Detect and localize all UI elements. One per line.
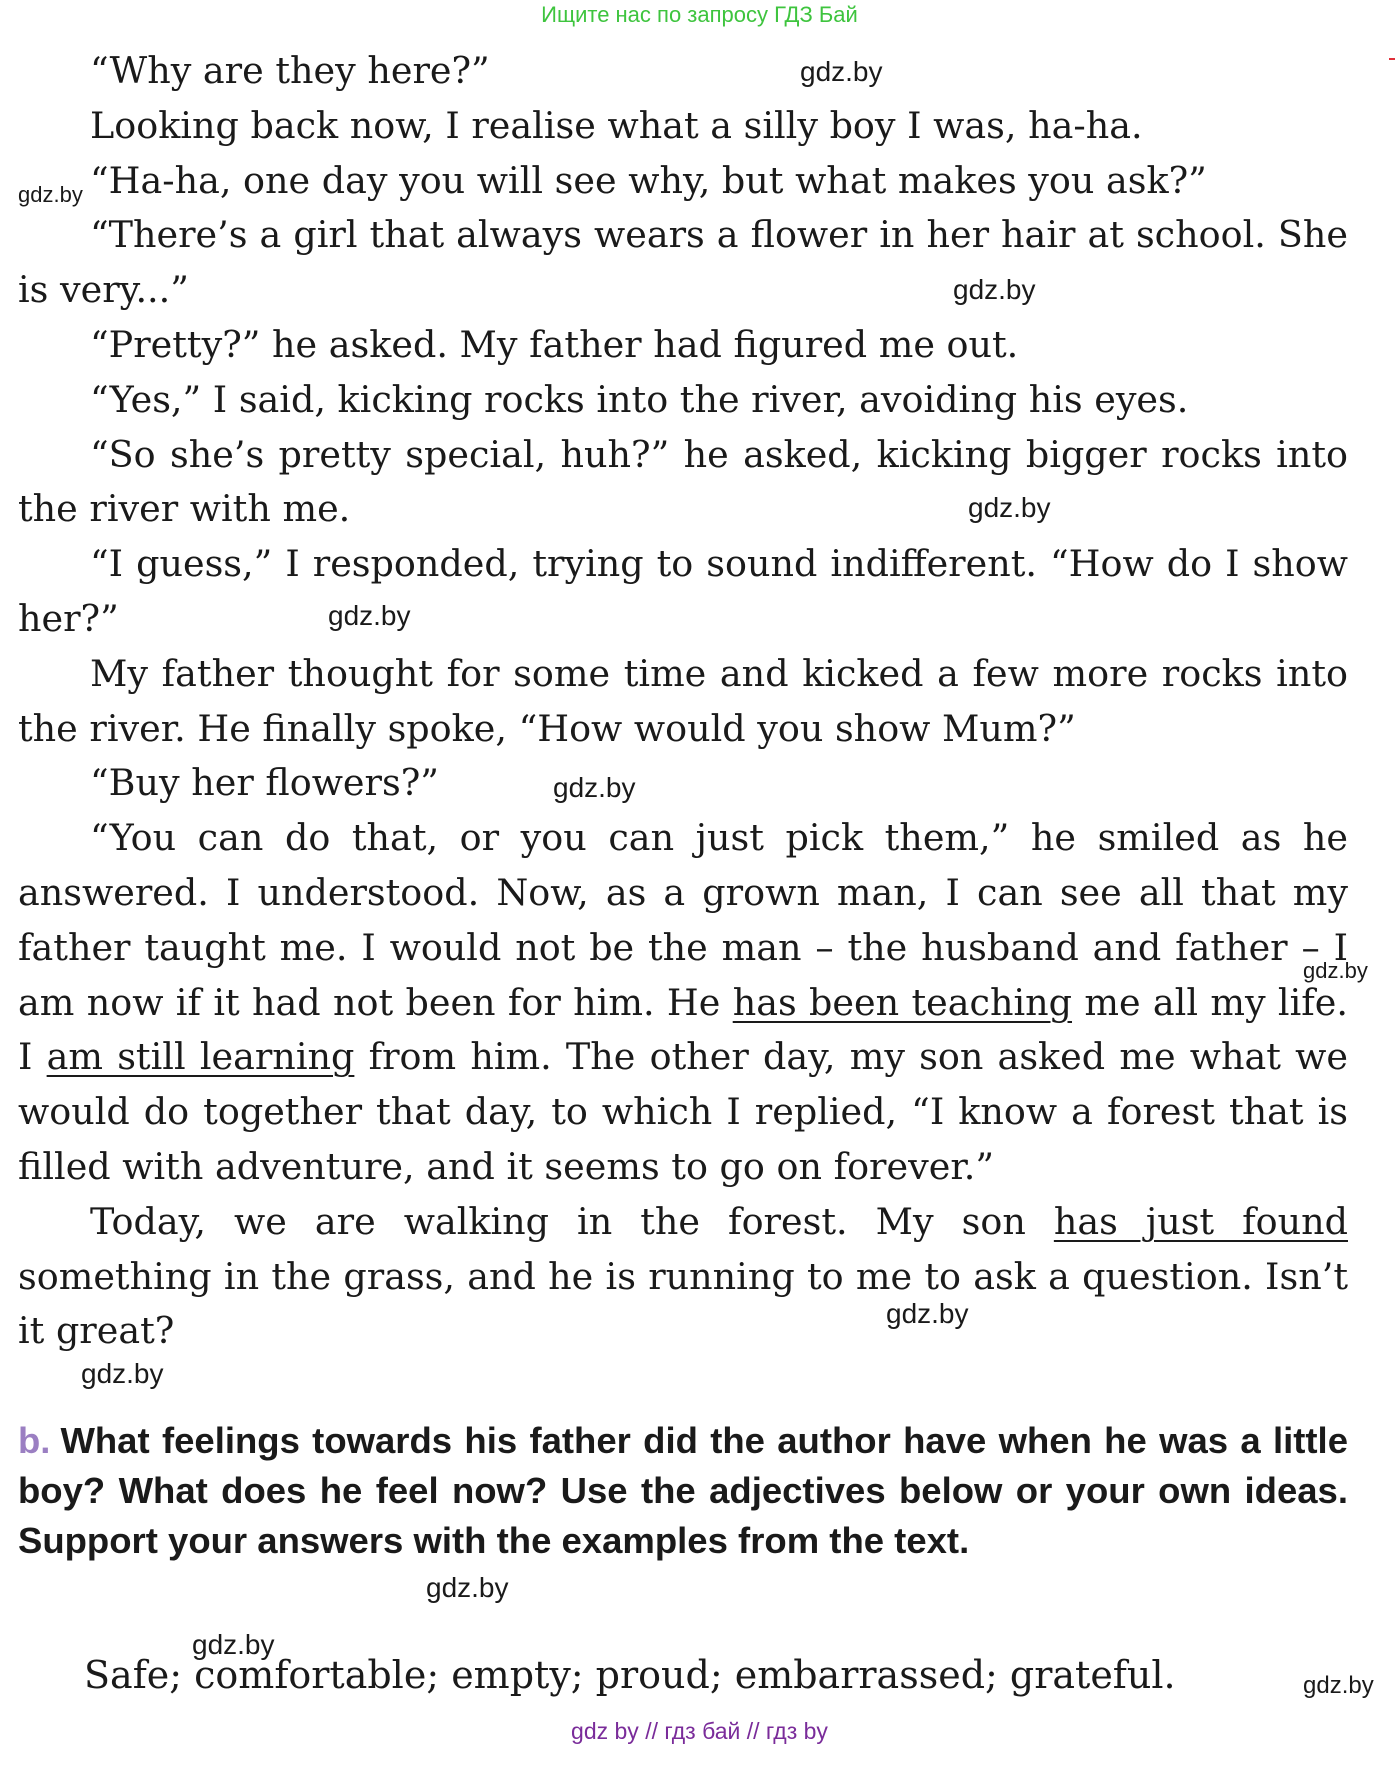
paragraph-10: “Buy her flowers?” [90, 761, 439, 805]
watermark: gdz.by [968, 492, 1051, 523]
watermark: gdz.by [886, 1298, 969, 1329]
paragraph-12 [18, 1195, 1348, 1359]
paragraph-9: My father thought for some time and kicked a few more rocks into the river. He finally spoke, “How would you show Mum?” [18, 651, 1348, 750]
footer-links: gdz by // гдз бай // гдз by [571, 1718, 828, 1744]
task-b [18, 1416, 1348, 1566]
paragraph-11-text-c: from him. The other day, my son asked me what we would do together that day, to which I replied, “I know a forest that is filled with adventure, and it seems to go on forever.” [18, 1035, 1348, 1188]
paragraph-11 [18, 811, 1348, 1195]
watermark: gdz.by [81, 1358, 164, 1389]
watermark: gdz.by [800, 56, 883, 87]
watermark: gdz.by [1303, 958, 1368, 983]
paragraph-8: “I guess,” I responded, trying to sound indifferent. “How do I show her?” [18, 542, 1348, 640]
paragraph-2: Looking back now, I realise what a silly boy I was, ha-ha. [90, 103, 1143, 147]
underlined-has-been-teaching: has been teaching [732, 980, 1072, 1024]
corner-mark [1389, 58, 1395, 60]
story-text [18, 44, 1348, 1359]
watermark: gdz.by [953, 274, 1036, 305]
paragraph-1: “Why are they here?” [90, 49, 490, 92]
watermark: gdz.by [192, 1629, 275, 1660]
paragraph-7: “So she’s pretty special, huh?” he asked, kicking bigger rocks into the river with me. [18, 432, 1348, 531]
paragraph-6: “Yes,” I said, kicking rocks into the river, avoiding his eyes. [90, 377, 1189, 421]
watermark: gdz.by [18, 182, 83, 207]
watermark: gdz.by [1303, 1672, 1374, 1699]
paragraph-12-text-a: Today, we are walking in the forest. My son [90, 1199, 1054, 1243]
task-text: What feelings towards his father did the author have when he was a little boy? What does he feel now? Use the adjectives below or your own ideas. Support your answers with the examples from the text. [18, 1420, 1348, 1561]
paragraph-5: “Pretty?” he asked. My father had figured me out. [90, 322, 1019, 366]
underlined-has-just-found: has just found [1053, 1199, 1348, 1243]
top-banner: Ищите нас по запросу ГДЗ Бай [541, 2, 858, 27]
watermark: gdz.by [328, 600, 411, 631]
watermark: gdz.by [553, 772, 636, 803]
adjective-list: Safe; comfortable; empty; proud; embarrassed; grateful. [84, 1653, 1176, 1697]
paragraph-11-text-b: me all my life. I [18, 980, 1348, 1079]
paragraph-4: “There’s a girl that always wears a flower in her hair at school. She is very...” [18, 213, 1348, 312]
task-letter: b. [18, 1420, 51, 1461]
paragraph-3: “Ha-ha, one day you will see why, but what makes you ask?” [90, 158, 1207, 202]
underlined-am-still-learning: am still learning [46, 1035, 355, 1079]
watermark: gdz.by [426, 1572, 509, 1603]
paragraph-11-text-a: “You can do that, or you can just pick them,” he smiled as he answered. I understood. Now, as a grown man, I can see all that my father taught me. I would not be the man – the husband and father – I am now if it had not been for him. He [18, 816, 1348, 1024]
paragraph-12-text-b: something in the grass, and he is running to me to ask a question. Isn’t it great? [18, 1254, 1348, 1353]
